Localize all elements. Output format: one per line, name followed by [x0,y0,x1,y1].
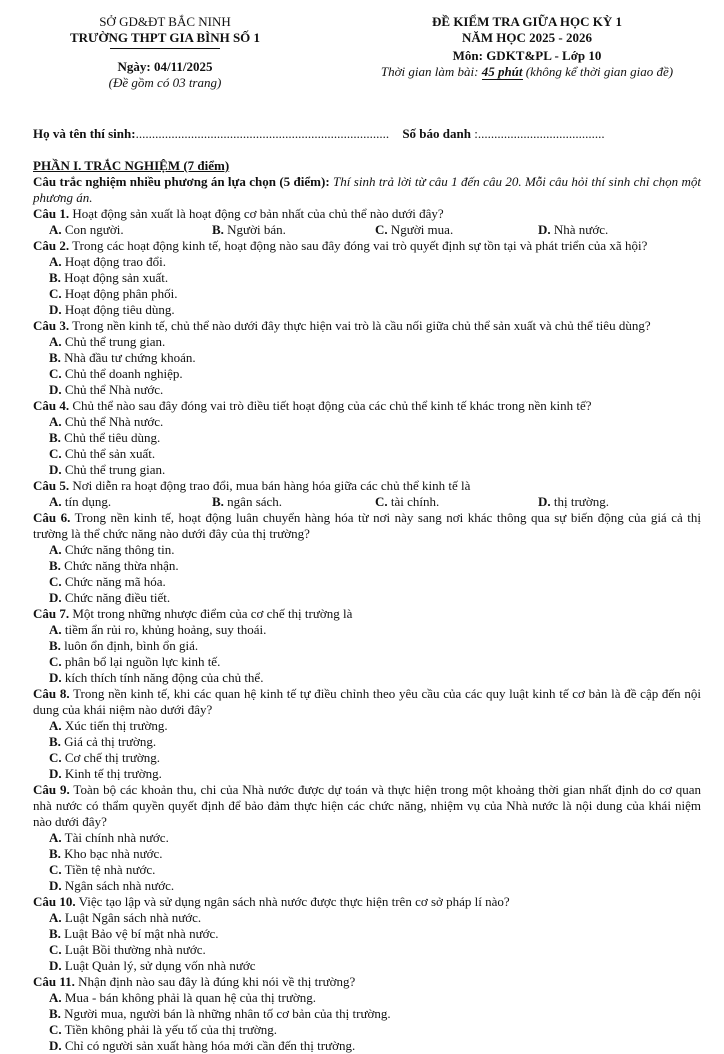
answer-option[interactable] [212,222,375,238]
option-letter: C. [375,494,388,509]
option-text: Kho bạc nhà nước. [64,846,163,861]
option-text: Chỉ có người sản xuất hàng hóa mới cần đến thị trường. [64,1038,356,1053]
answer-option[interactable] [49,1038,701,1054]
option-text: Hoạt động trao đổi. [64,254,166,269]
option-letter: A. [49,990,62,1005]
option-letter: D. [538,494,551,509]
option-letter: B. [49,270,61,285]
option-letter: C. [375,222,388,237]
option-letter: C. [49,366,62,381]
option-letter: D. [49,302,62,317]
options-group [33,542,701,606]
option-letter: D. [49,670,62,685]
options-group [33,990,701,1054]
option-text: kích thích tính năng động của chủ thể. [64,670,264,685]
option-text: Chủ thể doanh nghiệp. [64,366,183,381]
question-label: Câu 9. [33,782,70,797]
option-letter: D. [538,222,551,237]
options-group [33,494,701,510]
question-text: Một trong những nhược điểm của cơ chế thị trường là [72,606,353,621]
answer-option[interactable] [49,910,399,926]
option-text: Luật Bồi thường nhà nước. [64,942,206,957]
option-letter: B. [49,638,61,653]
answer-option[interactable] [49,542,399,558]
department-name: SỞ GD&ĐT BẮC NINH [99,14,231,29]
option-text: Luật Ngân sách nhà nước. [64,910,202,925]
answer-option[interactable] [49,846,399,862]
option-letter: C. [49,446,62,461]
school-name: TRƯỜNG THPT GIA BÌNH SỐ 1 [69,30,261,45]
option-letter: D. [49,382,62,397]
name-label: Họ và tên thí sinh: [33,126,136,141]
answer-option[interactable] [375,494,538,510]
answer-option[interactable] [49,446,399,462]
question-label: Câu 7. [33,606,70,621]
options-group [33,254,701,318]
option-letter: D. [49,958,62,973]
answer-option[interactable] [49,926,399,942]
option-letter: A. [49,334,62,349]
header-left [0,14,330,91]
option-letter: C. [49,574,62,589]
answer-option[interactable] [49,670,399,686]
question-label: Câu 6. [33,510,71,525]
date-label: Ngày: [117,59,151,74]
option-letter: D. [49,590,62,605]
option-text: Người bán. [227,222,286,237]
options-group [33,334,701,398]
answer-option[interactable] [49,334,399,350]
options-group [33,222,701,238]
answer-option[interactable] [49,958,399,974]
question-label: Câu 8. [33,686,70,701]
question-5 [33,478,701,494]
option-letter: D. [49,462,62,477]
question-list [33,206,701,1054]
option-text: Hoạt động sản xuất. [64,270,169,285]
answer-option[interactable] [49,366,399,382]
question-label: Câu 10. [33,894,76,909]
option-letter: A. [49,830,62,845]
options-group [33,414,701,478]
answer-option[interactable] [538,494,701,510]
time-note: (không kể thời gian giao đề) [525,64,674,79]
option-text: Người mua. [390,222,454,237]
option-text: phân bổ lại nguồn lực kinh tế. [64,654,221,669]
option-text: Chủ thể sản xuất. [64,446,156,461]
answer-option[interactable] [49,734,399,750]
answer-option[interactable] [49,430,399,446]
answer-option[interactable] [49,942,399,958]
question-3 [33,318,701,334]
option-letter: B. [49,926,61,941]
question-label: Câu 4. [33,398,70,413]
option-text: Nhà nước. [553,222,609,237]
option-text: Con người. [64,222,124,237]
question-11 [33,974,701,990]
question-7 [33,606,701,622]
exam-title: ĐỀ KIỂM TRA GIỮA HỌC KỲ 1 [432,14,622,29]
answer-option[interactable] [49,574,399,590]
answer-option[interactable] [49,750,399,766]
question-label: Câu 11. [33,974,75,989]
option-letter: A. [49,254,62,269]
subject: Môn: GDKT&PL - Lớp 10 [452,48,602,63]
answer-option[interactable] [49,1022,701,1038]
exam-body [33,158,701,1054]
question-label: Câu 2. [33,238,70,253]
option-letter: B. [212,494,224,509]
option-text: Người mua, người bán là những nhân tố cơ bản của thị trường. [64,1006,391,1021]
option-letter: D. [49,766,62,781]
option-letter: C. [49,286,62,301]
answer-option[interactable] [49,830,399,846]
header-divider [110,48,220,49]
options-group [33,910,701,974]
option-letter: A. [49,718,62,733]
answer-option[interactable] [49,654,399,670]
answer-option[interactable] [49,718,399,734]
time-label: Thời gian làm bài: [380,64,479,79]
option-text: Chức năng thừa nhận. [64,558,179,573]
question-text: Việc tạo lập và sử dụng ngân sách nhà nước được thực hiện trên cơ sở pháp lí nào? [78,894,510,909]
question-1 [33,206,701,222]
option-text: Chủ thể Nhà nước. [64,414,164,429]
option-letter: C. [49,1022,62,1037]
date-value: 04/11/2025 [153,59,213,74]
answer-option[interactable] [49,270,399,286]
pages-note: (Đề gồm có 03 trang) [108,75,222,90]
question-label: Câu 1. [33,206,70,221]
question-10 [33,894,701,910]
option-letter: B. [49,734,61,749]
name-field[interactable]: .............................................................................. [135,126,390,141]
option-letter: B. [49,558,61,573]
answer-option[interactable] [49,638,399,654]
option-text: Ngân sách nhà nước. [64,878,175,893]
id-field[interactable]: :....................................... [474,126,605,141]
intro-bold: Câu trắc nghiệm nhiều phương án lựa chọn (5 điểm): [33,174,330,189]
answer-option[interactable] [49,558,399,574]
section-title: PHẦN I. TRẮC NGHIỆM (7 điểm) [33,158,230,173]
option-letter: D. [49,1038,62,1053]
answer-option[interactable] [49,286,399,302]
answer-option[interactable] [49,590,399,606]
option-letter: A. [49,622,62,637]
question-label: Câu 5. [33,478,70,493]
answer-option[interactable] [212,494,375,510]
question-label: Câu 3. [33,318,70,333]
question-6 [33,510,701,542]
option-text: Chủ thể trung gian. [64,334,166,349]
option-text: Luật Bảo vệ bí mật nhà nước. [64,926,219,941]
option-text: Luật Quản lý, sử dụng vốn nhà nước [64,958,256,973]
question-4 [33,398,701,414]
option-text: tín dụng. [64,494,112,509]
option-text: Tiền không phải là yếu tố của thị trường. [64,1022,278,1037]
question-text: Trong nền kinh tế, hoạt động luân chuyển hàng hóa từ nơi này sang nơi khác thông qua sự biến động của giá cả thị trường là thể chức năng nào dưới đây của thị trường? [33,510,701,541]
question-text: Trong nền kinh tế, chủ thể nào dưới đây thực hiện vai trò là cầu nối giữa chủ thể sản xuất và chủ thể tiêu dùng? [72,318,651,333]
option-letter: A. [49,494,62,509]
option-text: Hoạt động tiêu dùng. [64,302,175,317]
option-text: Chức năng mã hóa. [64,574,166,589]
answer-option[interactable] [49,414,399,430]
question-text: Hoạt động sản xuất là hoạt động cơ bản nhất của chủ thể nào dưới đây? [72,206,444,221]
option-text: Nhà đầu tư chứng khoán. [64,350,196,365]
time-value: 45 phút [481,64,523,79]
school-year: NĂM HỌC 2025 - 2026 [462,30,592,45]
option-letter: B. [49,846,61,861]
option-letter: A. [49,542,62,557]
option-text: ngân sách. [227,494,283,509]
option-text: thị trường. [553,494,609,509]
question-text: Nơi diễn ra hoạt động trao đổi, mua bán hàng hóa giữa các chủ thể kinh tế là [72,478,471,493]
intro-italic: Thí sinh trả lời từ câu 1 đến câu 20. Mỗi câu hỏi thí sinh chỉ chọn một phương án. [33,174,701,205]
option-text: Hoạt động phân phối. [64,286,178,301]
answer-option[interactable] [49,254,399,270]
header-right [330,14,724,80]
answer-option[interactable] [49,382,399,398]
time-limit [330,64,724,80]
option-text: Kinh tế thị trường. [64,766,162,781]
option-text: Chủ thể trung gian. [64,462,166,477]
option-letter: C. [49,750,62,765]
question-8 [33,686,701,718]
question-text: Chủ thể nào sau đây đóng vai trò điều tiết hoạt động của các chủ thể kinh tế khác trong nền kinh tế? [72,398,592,413]
option-text: tiềm ẩn rủi ro, khủng hoảng, suy thoái. [64,622,267,637]
answer-option[interactable] [49,350,399,366]
id-label: Số báo danh [402,126,471,141]
option-letter: B. [212,222,224,237]
options-group [33,718,701,782]
option-letter: B. [49,430,61,445]
option-letter: A. [49,414,62,429]
answer-option[interactable] [375,222,538,238]
question-text: Trong các hoạt động kinh tế, hoạt động nào sau đây đóng vai trò quyết định sự tồn tại và phát triển của xã hội? [72,238,648,253]
option-text: Xúc tiến thị trường. [64,718,168,733]
student-info-row [33,126,693,142]
answer-option[interactable] [49,990,701,1006]
option-letter: A. [49,222,62,237]
answer-option[interactable] [49,766,399,782]
answer-option[interactable] [49,462,399,478]
answer-option[interactable] [49,1006,701,1022]
answer-option[interactable] [49,494,212,510]
question-2 [33,238,701,254]
question-text: Toàn bộ các khoản thu, chi của Nhà nước được dự toán và thực hiện trong một khoảng thời gian nhất định do cơ quan nhà nước có thẩm quyền quyết định để bảo đảm thực hiện các chức năng, nhiệm vụ của Nhà nước là nội dung của khái niệm nào dưới đây? [33,782,702,829]
answer-option[interactable] [538,222,701,238]
option-text: Mua - bán không phải là quan hệ của thị trường. [64,990,316,1005]
option-text: Cơ chế thị trường. [64,750,161,765]
option-text: Giá cả thị trường. [64,734,157,749]
answer-option[interactable] [49,302,399,318]
option-text: Chủ thể Nhà nước. [64,382,164,397]
question-9 [33,782,701,830]
option-text: luôn ổn định, bình ổn giá. [64,638,199,653]
option-text: Chức năng điều tiết. [64,590,171,605]
option-text: Chủ thể tiêu dùng. [64,430,161,445]
question-text: Trong nền kinh tế, khi các quan hệ kinh tế tự điều chỉnh theo yêu cầu của các quy luật kinh tế cơ bản là đề cập đến nội dung của khái niệm nào dưới đây? [33,686,702,717]
option-letter: C. [49,862,62,877]
options-group [33,622,701,686]
option-letter: B. [49,350,61,365]
question-text: Nhận định nào sau đây là đúng khi nói về thị trường? [78,974,356,989]
option-text: tài chính. [390,494,440,509]
answer-option[interactable] [49,862,399,878]
answer-option[interactable] [49,622,399,638]
section-intro [33,174,701,206]
option-letter: D. [49,878,62,893]
option-text: Chức năng thông tin. [64,542,175,557]
answer-option[interactable] [49,878,399,894]
answer-option[interactable] [49,222,212,238]
exam-date [0,59,330,75]
option-text: Tài chính nhà nước. [64,830,169,845]
option-letter: C. [49,654,62,669]
options-group [33,830,701,894]
option-text: Tiền tệ nhà nước. [64,862,156,877]
option-letter: C. [49,942,62,957]
option-letter: A. [49,910,62,925]
option-letter: B. [49,1006,61,1021]
